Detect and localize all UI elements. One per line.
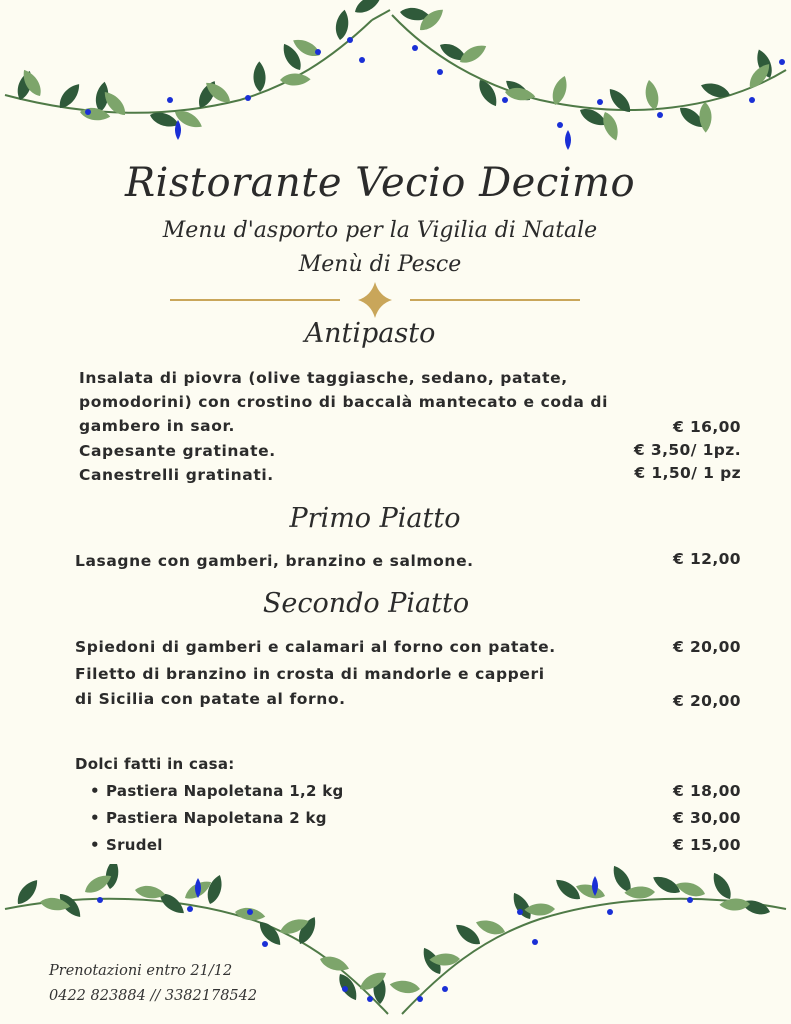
- section-heading-primo: Primo Piatto: [289, 503, 461, 534]
- antipasto-item-3-price: € 1,50/ 1 pz: [634, 464, 741, 482]
- secondo-item-2-line-1: Filetto di branzino in crosta di mandorle e capperi: [75, 665, 545, 683]
- antipasto-item-1-line-2: pomodorini) con crostino di baccalà mantecato e coda di: [79, 393, 608, 411]
- antipasto-item-2-price: € 3,50/ 1pz.: [633, 441, 741, 459]
- phone-numbers: 0422 823884 // 3382178542: [49, 988, 258, 1004]
- primo-item-1-price: € 12,00: [672, 550, 741, 568]
- dolci-item-1-price: € 18,00: [672, 782, 741, 800]
- antipasto-item-1-price: € 16,00: [672, 418, 741, 436]
- antipasto-item-2: Capesante gratinate.: [79, 442, 276, 460]
- primo-item-1: Lasagne con gamberi, branzino e salmone.: [75, 552, 474, 570]
- dolci-item-2-price: € 30,00: [672, 809, 741, 827]
- antipasto-item-3: Canestrelli gratinati.: [79, 466, 274, 484]
- dolci-item-3-price: € 15,00: [672, 836, 741, 854]
- antipasto-item-1-line-3: gambero in saor.: [79, 417, 236, 435]
- dolci-heading: Dolci fatti in casa:: [75, 755, 235, 773]
- restaurant-title: Ristorante Vecio Decimo: [124, 160, 636, 206]
- secondo-item-2-line-2: di Sicilia con patate al forno.: [75, 690, 346, 708]
- dolci-bullet-1: •: [90, 782, 100, 800]
- menu-subtitle: Menu d'asporto per la Vigilia di Natale: [162, 218, 598, 243]
- secondo-item-2-price: € 20,00: [672, 692, 741, 710]
- secondo-item-1: Spiedoni di gamberi e calamari al forno con patate.: [75, 638, 556, 656]
- section-heading-antipasto: Antipasto: [304, 318, 436, 349]
- dolci-item-2: Pastiera Napoletana 2 kg: [106, 809, 327, 827]
- top-leaf-garland: [0, 0, 791, 160]
- dolci-bullet-3: •: [90, 836, 100, 854]
- dolci-item-3: Srudel: [106, 836, 163, 854]
- dolci-bullet-2: •: [90, 809, 100, 827]
- menu-type-subtitle: Menù di Pesce: [298, 252, 462, 277]
- gold-star-divider: [170, 280, 580, 320]
- dolci-item-1: Pastiera Napoletana 1,2 kg: [106, 782, 344, 800]
- reservation-deadline: Prenotazioni entro 21/12: [49, 963, 233, 979]
- antipasto-item-1-line-1: Insalata di piovra (olive taggiasche, sedano, patate,: [79, 369, 568, 387]
- secondo-item-1-price: € 20,00: [672, 638, 741, 656]
- section-heading-secondo: Secondo Piatto: [262, 588, 470, 619]
